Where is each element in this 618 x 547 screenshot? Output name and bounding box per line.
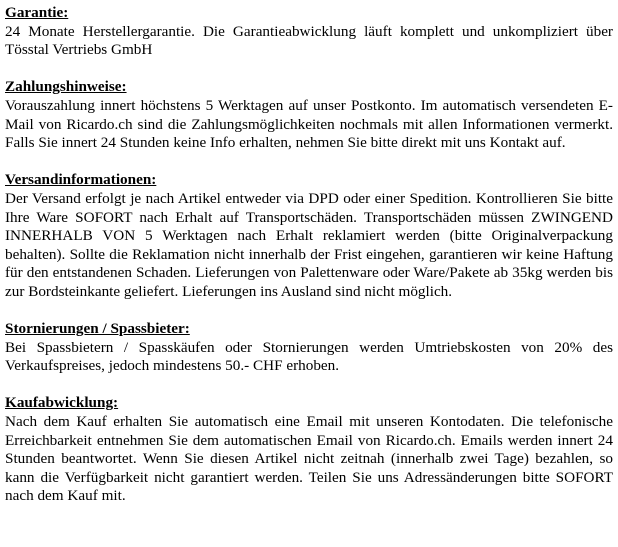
section-text: Nach dem Kauf erhalten Sie automatisch eine Email mit unseren Kontodaten. Die telefonische Erreichbarkeit entnehmen Sie dem automatischen Email von Ricardo.ch. Emails werden innert 24 Stunden beantwortet. Wenn Sie diesen Artikel nicht zeitnah (innerhalb zwei Tage) bezahlen, so kann die Verfügbarkeit nicht garantiert werden. Teilen Sie uns Adressänderungen bitte SOFORT nach dem Kauf mit. [5, 413, 613, 505]
section-kaufabwicklung [5, 394, 613, 506]
section-text: Der Versand erfolgt je nach Artikel entweder via DPD oder einer Spedition. Kontrollieren Sie bitte Ihre Ware SOFORT nach Erhalt auf Transportschäden. Transportschäden müssen ZWINGEND INNERHALB VON 5 Werktagen nach Erhalt reklamiert werden (bitte Originalverpackung behalten). Sollte die Reklamation nicht innerhalb der Frist eingehen, garantieren wir keine Haftung für den entstandenen Schaden. Lieferungen von Palettenware oder Ware/Pakete ab 35kg werden bis zur Bordsteinkante geliefert. Lieferungen ins Ausland sind nicht möglich. [5, 189, 613, 300]
section-text: 24 Monate Herstellergarantie. Die Garantieabwicklung läuft komplett und unkompliziert über Tösstal Vertriebs GmbH [5, 22, 613, 59]
section-heading: Kaufabwicklung: [5, 394, 119, 412]
section-garantie [5, 4, 613, 60]
section-zahlungshinweise [5, 78, 613, 152]
section-stornierungen [5, 320, 613, 376]
section-heading: Versandinformationen: [5, 171, 157, 189]
section-versandinformationen [5, 171, 613, 301]
section-heading: Zahlungshinweise: [5, 78, 127, 96]
section-text: Vorauszahlung innert höchstens 5 Werktagen auf unser Postkonto. Im automatisch versendeten E-Mail von Ricardo.ch sind die Zahlungsmöglichkeiten nochmals mit allen Informationen vermerkt. Falls Sie innert 24 Stunden keine Info erhalten, nehmen Sie bitte direkt mit uns Kontakt auf. [5, 96, 613, 152]
section-heading: Garantie: [5, 4, 69, 21]
section-heading: Stornierungen / Spassbieter: [5, 320, 190, 338]
section-text: Bei Spassbietern / Spasskäufen oder Stornierungen werden Umtriebskosten von 20% des Verkaufspreises, jedoch mindestens 50.- CHF erhoben. [5, 338, 613, 375]
